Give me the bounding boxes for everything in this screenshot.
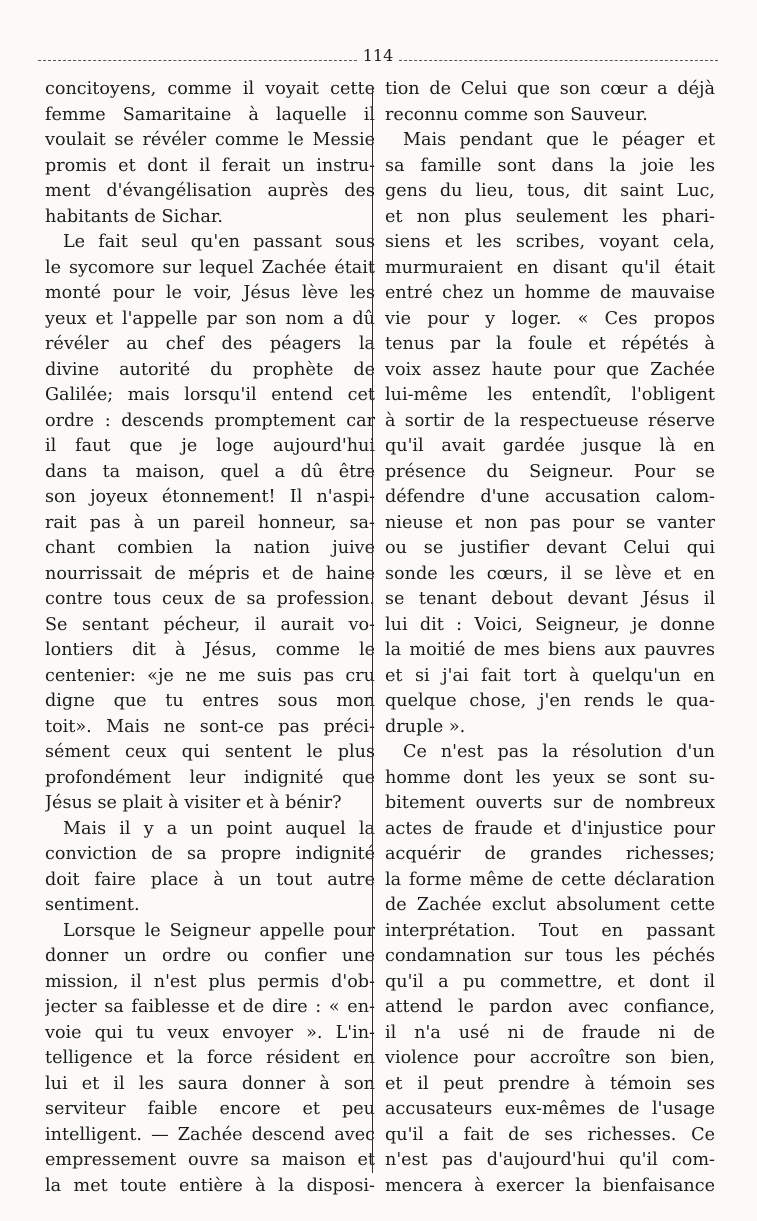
- text-line: divine autorité du prophète de: [45, 359, 375, 380]
- text-line: voie qui tu veux envoyer ». L'in-: [45, 1022, 375, 1043]
- text-line: Se sentant pécheur, il aurait vo-: [45, 614, 375, 635]
- text-line: violence pour accroître son bien,: [385, 1048, 715, 1068]
- text-line: Mais il y a un point auquel la: [63, 818, 375, 839]
- text-line: concitoyens, comme il voyait cette: [45, 79, 375, 99]
- left-column: [45, 77, 375, 1199]
- text-line: entré chez un homme de mauvaise: [385, 283, 715, 303]
- text-line: et il peut prendre à témoin ses: [385, 1073, 715, 1094]
- text-line: sentiment.: [45, 895, 140, 915]
- text-line: digne que tu entres sous mon: [45, 691, 375, 711]
- text-line: et non plus seulement les phari-: [385, 206, 715, 227]
- text-line: à sortir de la respectueuse réserve: [385, 410, 715, 431]
- text-line: n'est pas d'aujourd'hui qu'il com-: [385, 1150, 715, 1170]
- text-line: centenier: «je ne me suis pas cru: [45, 665, 375, 686]
- text-line: lui et il les saura donner à son: [45, 1073, 375, 1094]
- text-line: il n'a usé ni de fraude ni de: [385, 1022, 715, 1043]
- text-line: Mais pendant que le péager et: [403, 130, 715, 150]
- text-line: tion de Celui que son cœur a déjà: [385, 79, 715, 99]
- text-line: donner un ordre ou confier une: [45, 946, 375, 966]
- text-line: la forme même de cette déclaration: [385, 869, 715, 890]
- text-line: nieuse et non pas pour se vanter: [385, 512, 715, 533]
- text-line: qu'il avait gardée jusque là en: [385, 436, 715, 456]
- text-line: chant combien la nation juive: [45, 538, 375, 558]
- text-line: qu'il a pu commettre, et dont il: [385, 971, 715, 992]
- text-line: tenus par la foule et répétés à: [385, 334, 715, 354]
- text-line: serviteur faible encore et peu: [45, 1099, 375, 1119]
- text-line: Lorsque le Seigneur appelle pour: [63, 920, 375, 941]
- text-line: sonde les cœurs, il se lève et en: [385, 563, 715, 584]
- text-line: actes de fraude et d'injustice pour: [385, 818, 715, 839]
- text-line: ment d'évangélisation auprès des: [45, 181, 375, 201]
- text-line: reconnu comme son Sauveur.: [385, 104, 648, 125]
- text-line: murmuraient en disant qu'il était: [385, 257, 715, 278]
- text-line: homme dont les yeux se sont su-: [385, 767, 715, 788]
- text-line: il faut que je loge aujourd'hui: [45, 436, 375, 456]
- column-divider: [372, 88, 373, 1173]
- text-line: mission, il n'est plus permis d'ob-: [45, 971, 375, 992]
- text-line: telligence et la force résident en: [45, 1048, 375, 1068]
- text-line: jecter sa faiblesse et de dire : « en-: [45, 997, 375, 1017]
- text-line: intelligent. — Zachée descend avec: [45, 1124, 375, 1145]
- text-line: voulait se révéler comme le Messie: [45, 130, 375, 150]
- text-line: Galilée; mais lorsqu'il entend cet: [45, 385, 375, 405]
- text-line: dans ta maison, quel a dû être: [45, 461, 375, 482]
- text-line: monté pour le voir, Jésus lève les: [45, 283, 375, 303]
- text-line: habitants de Sichar.: [45, 206, 223, 227]
- text-line: conviction de sa propre indignité: [45, 844, 375, 864]
- text-line: siens et les scribes, voyant cela,: [385, 232, 715, 252]
- text-line: druple ».: [385, 716, 466, 737]
- text-line: la met toute entière à la disposi-: [45, 1175, 375, 1196]
- text-line: ou se justifier devant Celui qui: [385, 538, 715, 558]
- text-line: doit faire place à un tout autre: [45, 869, 375, 890]
- text-line: mencera à exercer la bienfaisance: [385, 1175, 715, 1196]
- text-line: voix assez haute pour que Zachée: [385, 359, 715, 380]
- text-line: yeux et l'appelle par son nom a dû: [45, 308, 375, 329]
- text-line: se tenant debout devant Jésus il: [385, 589, 715, 609]
- right-column: [385, 77, 715, 1199]
- text-line: lui-même les entendît, l'obligent: [385, 385, 715, 405]
- text-line: Le fait seul qu'en passant sous: [63, 232, 375, 252]
- text-line: la moitié de mes biens aux pauvres: [385, 640, 715, 660]
- page-header: [38, 44, 718, 70]
- text-line: bitement ouverts sur de nombreux: [385, 793, 715, 813]
- text-line: vie pour y loger. « Ces propos: [385, 308, 715, 329]
- text-line: promis et dont il ferait un instru-: [45, 155, 375, 176]
- page-number: 114: [38, 46, 718, 65]
- text-line: Jésus se plait à visiter et à bénir?: [45, 793, 342, 813]
- text-line: ordre : descends promptement car: [45, 410, 375, 431]
- text-line: de Zachée exclut absolument cette: [385, 895, 715, 915]
- text-line: gens du lieu, tous, dit saint Luc,: [385, 181, 715, 201]
- text-line: toit». Mais ne sont-ce pas préci-: [45, 716, 375, 737]
- text-line: présence du Seigneur. Pour se: [385, 461, 715, 482]
- text-line: son joyeux étonnement! Il n'aspi-: [45, 487, 375, 507]
- text-line: contre tous ceux de sa profession.: [45, 589, 375, 609]
- text-line: révéler au chef des péagers la: [45, 334, 375, 354]
- text-line: nourrissait de mépris et de haine: [45, 563, 375, 584]
- text-line: quelque chose, j'en rends le qua-: [385, 691, 715, 711]
- text-line: femme Samaritaine à laquelle il: [45, 104, 375, 125]
- text-line: qu'il a fait de ses richesses. Ce: [385, 1124, 715, 1145]
- text-line: profondément leur indignité que: [45, 767, 375, 788]
- text-line: attend le pardon avec confiance,: [385, 997, 715, 1017]
- text-line: le sycomore sur lequel Zachée était: [45, 257, 375, 278]
- text-line: accusateurs eux-mêmes de l'usage: [385, 1099, 715, 1119]
- text-line: sément ceux qui sentent le plus: [45, 742, 375, 762]
- text-line: et si j'ai fait tort à quelqu'un en: [385, 665, 715, 686]
- text-line: condamnation sur tous les péchés: [385, 946, 715, 966]
- text-line: rait pas à un pareil honneur, sa-: [45, 512, 375, 533]
- text-line: sa famille sont dans la joie les: [385, 155, 715, 176]
- text-line: lui dit : Voici, Seigneur, je donne: [385, 614, 715, 635]
- text-line: défendre d'une accusation calom-: [385, 487, 715, 507]
- text-line: acquérir de grandes richesses;: [385, 844, 715, 864]
- text-line: Ce n'est pas la résolution d'un: [403, 742, 715, 762]
- text-line: lontiers dit à Jésus, comme le: [45, 640, 375, 660]
- text-line: empressement ouvre sa maison et: [45, 1150, 375, 1170]
- text-line: interprétation. Tout en passant: [385, 920, 715, 941]
